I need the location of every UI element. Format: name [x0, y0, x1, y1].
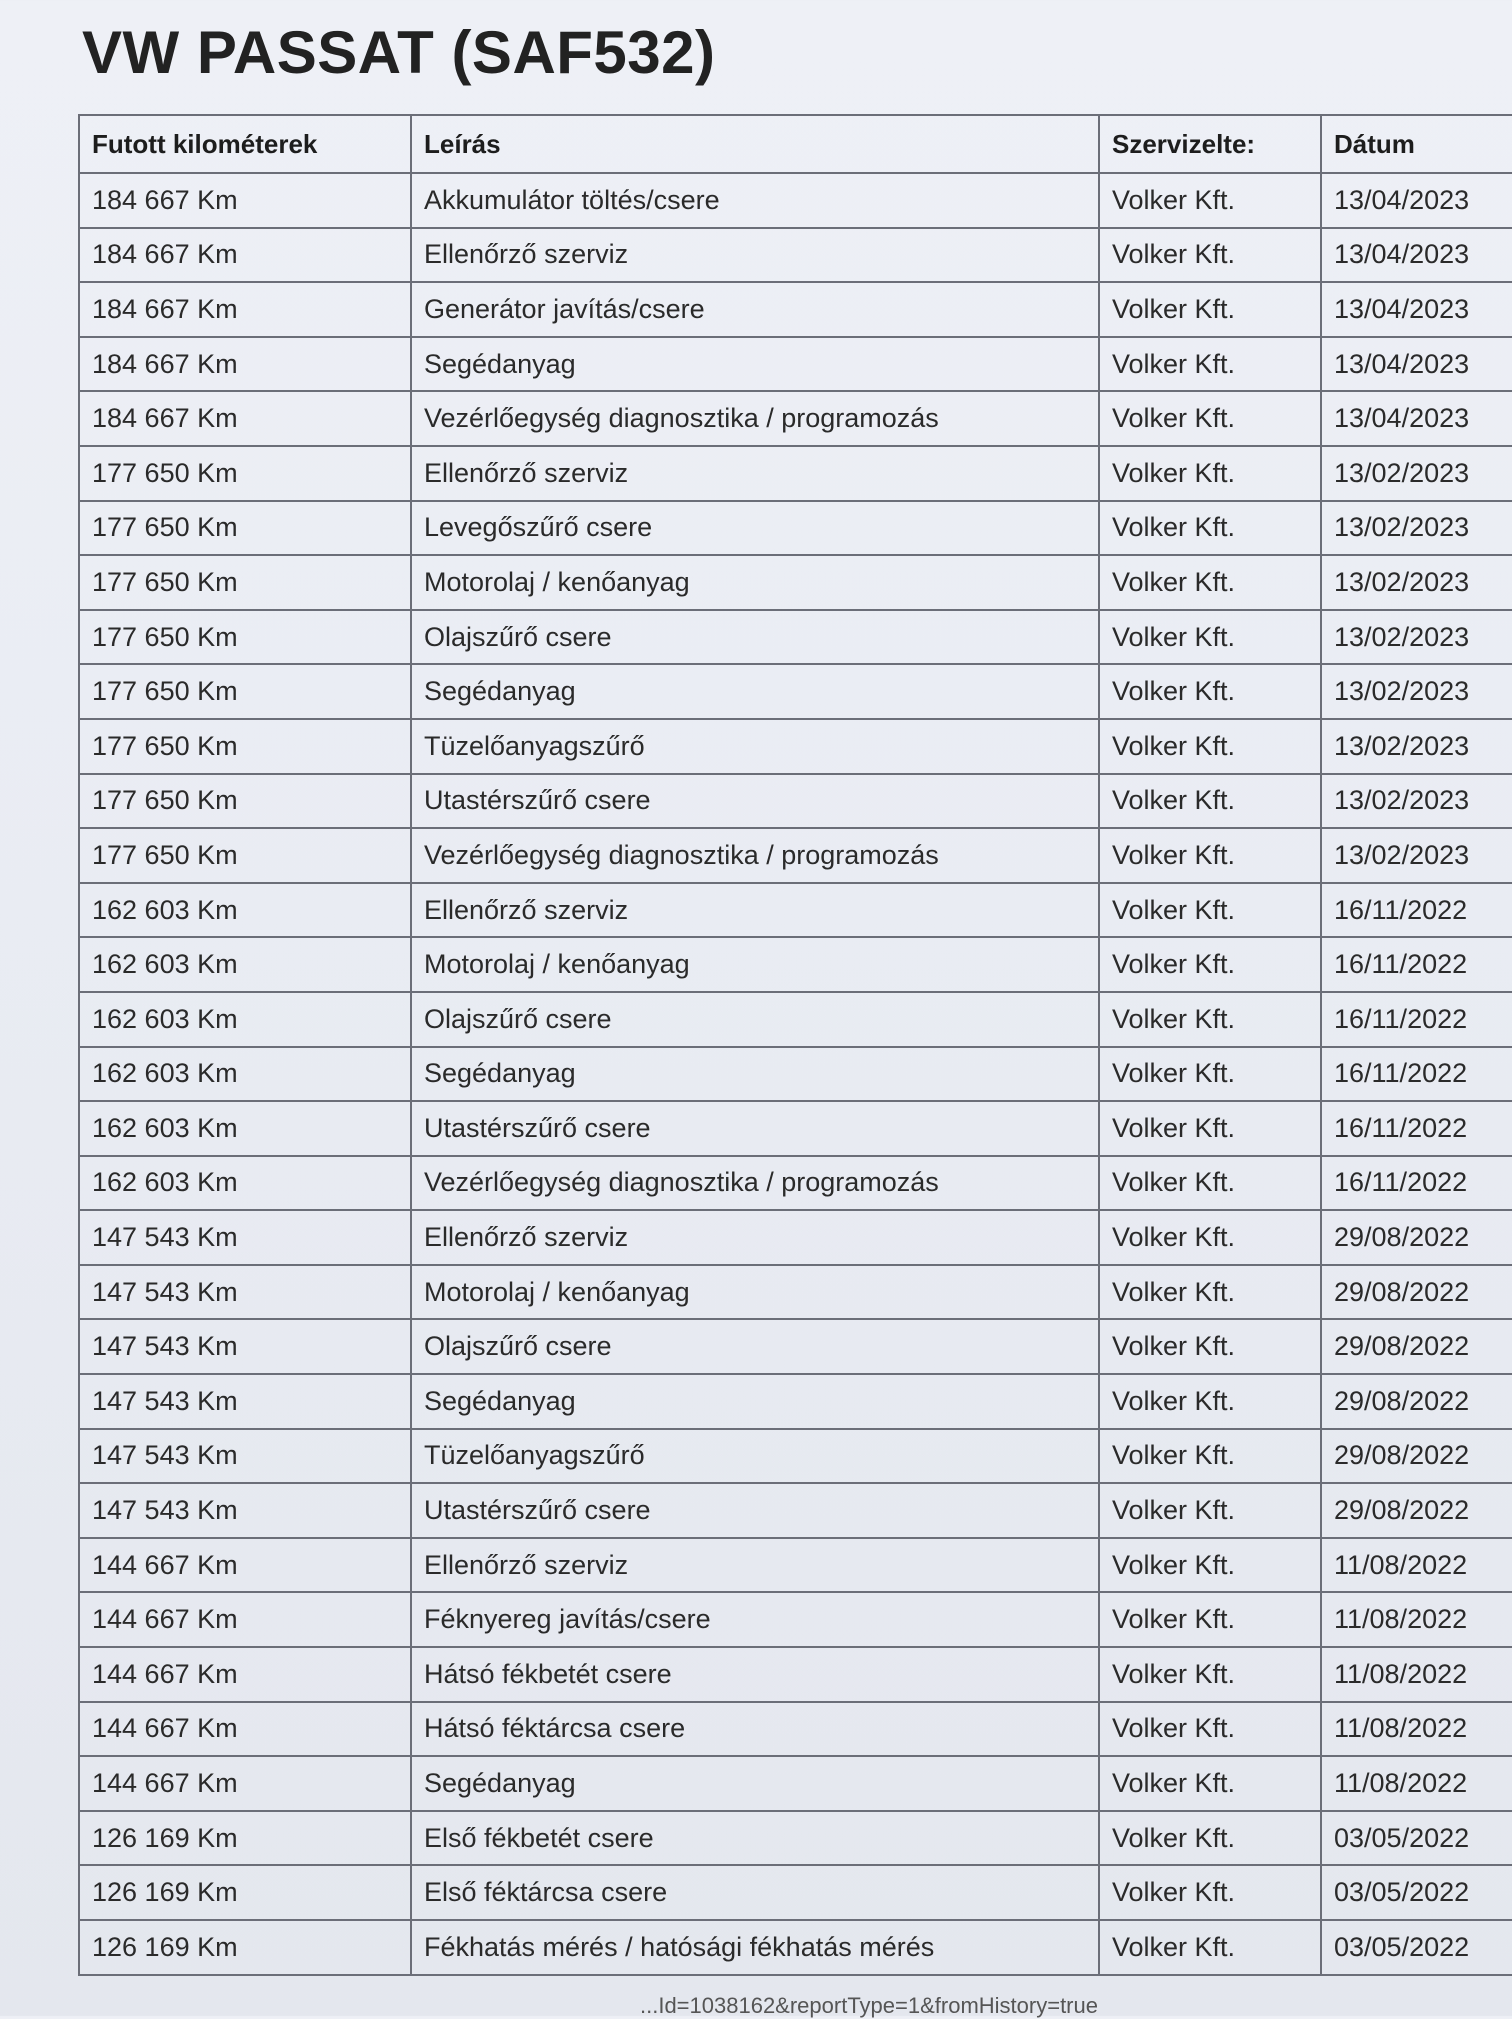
header-date: Dátum	[1321, 115, 1512, 173]
cell-serviced-by: Volker Kft.	[1099, 391, 1321, 446]
cell-date: 29/08/2022	[1321, 1483, 1512, 1538]
table-row	[79, 1265, 1512, 1320]
cell-serviced-by: Volker Kft.	[1099, 337, 1321, 392]
cell-date: 13/04/2023	[1321, 337, 1512, 392]
cell-date: 11/08/2022	[1321, 1647, 1512, 1702]
table-row	[79, 1156, 1512, 1211]
cell-date: 11/08/2022	[1321, 1702, 1512, 1757]
table-row	[79, 1210, 1512, 1265]
cell-description: Segédanyag	[411, 1047, 1099, 1102]
cell-description: Utastérszűrő csere	[411, 1483, 1099, 1538]
cell-date: 13/04/2023	[1321, 228, 1512, 283]
cell-description: Vezérlőegység diagnosztika / programozás	[411, 828, 1099, 883]
cell-serviced-by: Volker Kft.	[1099, 1811, 1321, 1866]
cell-mileage: 162 603 Km	[79, 1156, 411, 1211]
cell-serviced-by: Volker Kft.	[1099, 719, 1321, 774]
table-row	[79, 228, 1512, 283]
cell-mileage: 162 603 Km	[79, 1101, 411, 1156]
cell-date: 29/08/2022	[1321, 1429, 1512, 1484]
cell-date: 13/02/2023	[1321, 719, 1512, 774]
cell-serviced-by: Volker Kft.	[1099, 1592, 1321, 1647]
cell-mileage: 147 543 Km	[79, 1483, 411, 1538]
cell-date: 13/02/2023	[1321, 828, 1512, 883]
table-row	[79, 1047, 1512, 1102]
cell-description: Olajszűrő csere	[411, 610, 1099, 665]
cell-description: Tüzelőanyagszűrő	[411, 1429, 1099, 1484]
table-row	[79, 1374, 1512, 1429]
cell-description: Vezérlőegység diagnosztika / programozás	[411, 391, 1099, 446]
cell-serviced-by: Volker Kft.	[1099, 828, 1321, 883]
cell-mileage: 144 667 Km	[79, 1592, 411, 1647]
cell-serviced-by: Volker Kft.	[1099, 1756, 1321, 1811]
table-row	[79, 1865, 1512, 1920]
cell-mileage: 177 650 Km	[79, 501, 411, 556]
cell-date: 16/11/2022	[1321, 937, 1512, 992]
cell-date: 13/04/2023	[1321, 282, 1512, 337]
cell-serviced-by: Volker Kft.	[1099, 1265, 1321, 1320]
cell-date: 13/04/2023	[1321, 173, 1512, 228]
table-row	[79, 1702, 1512, 1757]
page-title: VW PASSAT (SAF532)	[82, 19, 716, 86]
cell-date: 16/11/2022	[1321, 1047, 1512, 1102]
cell-mileage: 184 667 Km	[79, 391, 411, 446]
cell-description: Segédanyag	[411, 664, 1099, 719]
table-row	[79, 883, 1512, 938]
cell-serviced-by: Volker Kft.	[1099, 1865, 1321, 1920]
cell-description: Utastérszűrő csere	[411, 1101, 1099, 1156]
cell-serviced-by: Volker Kft.	[1099, 1483, 1321, 1538]
cell-serviced-by: Volker Kft.	[1099, 1429, 1321, 1484]
cell-mileage: 147 543 Km	[79, 1374, 411, 1429]
cell-mileage: 147 543 Km	[79, 1210, 411, 1265]
cell-mileage: 177 650 Km	[79, 610, 411, 665]
cell-serviced-by: Volker Kft.	[1099, 1047, 1321, 1102]
table-row	[79, 719, 1512, 774]
table-row	[79, 1811, 1512, 1866]
cell-serviced-by: Volker Kft.	[1099, 774, 1321, 829]
cell-date: 16/11/2022	[1321, 992, 1512, 1047]
cell-description: Ellenőrző szerviz	[411, 446, 1099, 501]
cell-mileage: 162 603 Km	[79, 1047, 411, 1102]
cell-serviced-by: Volker Kft.	[1099, 1101, 1321, 1156]
cell-mileage: 177 650 Km	[79, 664, 411, 719]
cell-mileage: 184 667 Km	[79, 228, 411, 283]
cell-date: 13/04/2023	[1321, 391, 1512, 446]
cell-serviced-by: Volker Kft.	[1099, 883, 1321, 938]
table-body	[79, 173, 1512, 1975]
cell-description: Generátor javítás/csere	[411, 282, 1099, 337]
cell-serviced-by: Volker Kft.	[1099, 1374, 1321, 1429]
cell-mileage: 147 543 Km	[79, 1265, 411, 1320]
cell-description: Levegőszűrő csere	[411, 501, 1099, 556]
cell-serviced-by: Volker Kft.	[1099, 446, 1321, 501]
cell-description: Első fékbetét csere	[411, 1811, 1099, 1866]
cell-date: 11/08/2022	[1321, 1756, 1512, 1811]
table-row	[79, 1319, 1512, 1374]
table-row	[79, 992, 1512, 1047]
cell-serviced-by: Volker Kft.	[1099, 1210, 1321, 1265]
cell-mileage: 147 543 Km	[79, 1319, 411, 1374]
cell-date: 13/02/2023	[1321, 555, 1512, 610]
service-history-table	[78, 114, 1512, 1976]
table-row	[79, 282, 1512, 337]
cell-mileage: 184 667 Km	[79, 337, 411, 392]
cell-date: 11/08/2022	[1321, 1592, 1512, 1647]
cell-date: 16/11/2022	[1321, 883, 1512, 938]
cell-mileage: 177 650 Km	[79, 719, 411, 774]
cell-date: 16/11/2022	[1321, 1101, 1512, 1156]
cell-mileage: 177 650 Km	[79, 774, 411, 829]
cell-date: 29/08/2022	[1321, 1210, 1512, 1265]
cell-serviced-by: Volker Kft.	[1099, 282, 1321, 337]
cell-description: Hátsó fékbetét csere	[411, 1647, 1099, 1702]
table-row	[79, 1483, 1512, 1538]
table-row	[79, 1429, 1512, 1484]
cell-date: 29/08/2022	[1321, 1265, 1512, 1320]
cell-description: Utastérszűrő csere	[411, 774, 1099, 829]
cell-mileage: 177 650 Km	[79, 828, 411, 883]
cell-description: Olajszűrő csere	[411, 992, 1099, 1047]
table-row	[79, 610, 1512, 665]
cell-description: Ellenőrző szerviz	[411, 228, 1099, 283]
cell-date: 13/02/2023	[1321, 610, 1512, 665]
service-history-sheet	[78, 114, 1512, 1976]
cell-serviced-by: Volker Kft.	[1099, 1538, 1321, 1593]
table-row	[79, 1647, 1512, 1702]
cell-mileage: 144 667 Km	[79, 1702, 411, 1757]
cell-serviced-by: Volker Kft.	[1099, 664, 1321, 719]
cell-serviced-by: Volker Kft.	[1099, 501, 1321, 556]
cell-date: 13/02/2023	[1321, 446, 1512, 501]
table-row	[79, 664, 1512, 719]
cell-mileage: 126 169 Km	[79, 1811, 411, 1866]
cell-serviced-by: Volker Kft.	[1099, 1920, 1321, 1975]
cell-date: 03/05/2022	[1321, 1865, 1512, 1920]
cell-serviced-by: Volker Kft.	[1099, 992, 1321, 1047]
table-row	[79, 555, 1512, 610]
header-mileage: Futott kilométerek	[79, 115, 411, 173]
table-row	[79, 1592, 1512, 1647]
table-row	[79, 501, 1512, 556]
cell-description: Akkumulátor töltés/csere	[411, 173, 1099, 228]
cell-date: 13/02/2023	[1321, 501, 1512, 556]
table-row	[79, 173, 1512, 228]
cell-serviced-by: Volker Kft.	[1099, 1647, 1321, 1702]
table-row	[79, 828, 1512, 883]
cell-description: Segédanyag	[411, 1374, 1099, 1429]
cell-mileage: 162 603 Km	[79, 937, 411, 992]
cell-description: Ellenőrző szerviz	[411, 883, 1099, 938]
cell-mileage: 144 667 Km	[79, 1647, 411, 1702]
cell-description: Motorolaj / kenőanyag	[411, 555, 1099, 610]
cell-serviced-by: Volker Kft.	[1099, 173, 1321, 228]
cell-serviced-by: Volker Kft.	[1099, 610, 1321, 665]
cell-date: 03/05/2022	[1321, 1811, 1512, 1866]
cell-serviced-by: Volker Kft.	[1099, 1702, 1321, 1757]
cell-description: Hátsó féktárcsa csere	[411, 1702, 1099, 1757]
cell-mileage: 184 667 Km	[79, 282, 411, 337]
cell-mileage: 162 603 Km	[79, 992, 411, 1047]
table-header-row	[79, 115, 1512, 173]
footer-url-text: ...Id=1038162&reportType=1&fromHistory=true	[640, 1993, 1098, 2018]
header-description: Leírás	[411, 115, 1099, 173]
cell-description: Motorolaj / kenőanyag	[411, 937, 1099, 992]
cell-serviced-by: Volker Kft.	[1099, 937, 1321, 992]
cell-date: 03/05/2022	[1321, 1920, 1512, 1975]
cell-description: Féknyereg javítás/csere	[411, 1592, 1099, 1647]
cell-description: Segédanyag	[411, 337, 1099, 392]
cell-date: 29/08/2022	[1321, 1319, 1512, 1374]
cell-serviced-by: Volker Kft.	[1099, 1319, 1321, 1374]
cell-description: Olajszűrő csere	[411, 1319, 1099, 1374]
cell-mileage: 162 603 Km	[79, 883, 411, 938]
cell-description: Fékhatás mérés / hatósági fékhatás mérés	[411, 1920, 1099, 1975]
cell-date: 29/08/2022	[1321, 1374, 1512, 1429]
table-row	[79, 1920, 1512, 1975]
table-row	[79, 937, 1512, 992]
table-row	[79, 774, 1512, 829]
cell-mileage: 147 543 Km	[79, 1429, 411, 1484]
cell-mileage: 177 650 Km	[79, 446, 411, 501]
cell-mileage: 184 667 Km	[79, 173, 411, 228]
cell-description: Első féktárcsa csere	[411, 1865, 1099, 1920]
cell-date: 13/02/2023	[1321, 774, 1512, 829]
cell-serviced-by: Volker Kft.	[1099, 1156, 1321, 1211]
cell-description: Tüzelőanyagszűrő	[411, 719, 1099, 774]
cell-description: Segédanyag	[411, 1756, 1099, 1811]
table-row	[79, 1101, 1512, 1156]
cell-date: 11/08/2022	[1321, 1538, 1512, 1593]
cell-mileage: 144 667 Km	[79, 1756, 411, 1811]
cell-description: Ellenőrző szerviz	[411, 1538, 1099, 1593]
table-row	[79, 391, 1512, 446]
cell-description: Ellenőrző szerviz	[411, 1210, 1099, 1265]
table-row	[79, 337, 1512, 392]
cell-mileage: 126 169 Km	[79, 1865, 411, 1920]
cell-mileage: 126 169 Km	[79, 1920, 411, 1975]
cell-mileage: 144 667 Km	[79, 1538, 411, 1593]
table-row	[79, 446, 1512, 501]
header-serviced-by: Szervizelte:	[1099, 115, 1321, 173]
cell-description: Vezérlőegység diagnosztika / programozás	[411, 1156, 1099, 1211]
cell-date: 13/02/2023	[1321, 664, 1512, 719]
cell-serviced-by: Volker Kft.	[1099, 555, 1321, 610]
table-row	[79, 1756, 1512, 1811]
cell-description: Motorolaj / kenőanyag	[411, 1265, 1099, 1320]
cell-date: 16/11/2022	[1321, 1156, 1512, 1211]
table-row	[79, 1538, 1512, 1593]
cell-mileage: 177 650 Km	[79, 555, 411, 610]
cell-serviced-by: Volker Kft.	[1099, 228, 1321, 283]
